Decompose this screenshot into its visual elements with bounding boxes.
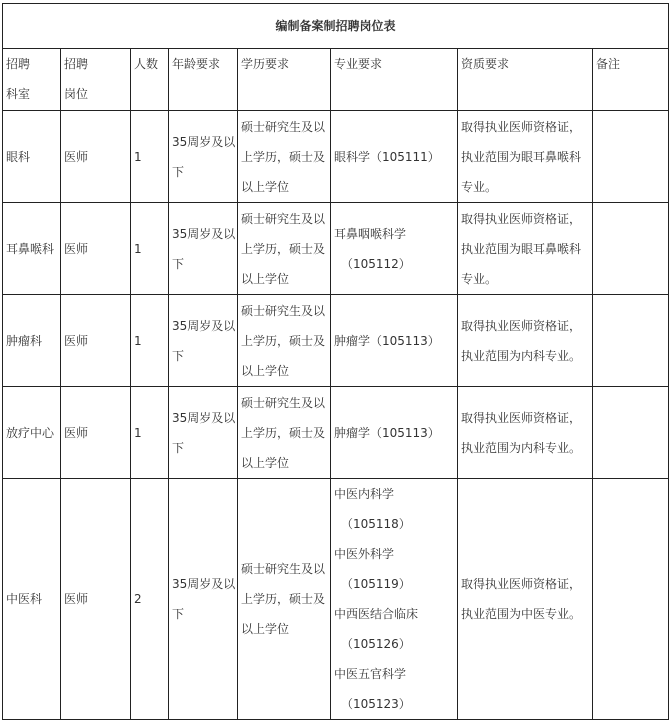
- header-major: 专业要求: [331, 49, 458, 111]
- cell-major-line: （105119）: [341, 577, 411, 591]
- cell-major-line: （105126）: [341, 637, 411, 651]
- cell-age: [169, 295, 238, 387]
- recruitment-table: [2, 3, 669, 720]
- cell-major-line: 中医五官科学: [334, 667, 407, 681]
- cell-major: [331, 111, 458, 203]
- cell-age-line: 35周岁及以: [172, 577, 236, 591]
- header-row: [3, 49, 669, 111]
- cell-major-line: （105112）: [341, 256, 411, 271]
- cell-position: 医师: [61, 111, 131, 203]
- cell-note: [593, 387, 669, 479]
- cell-count: 1: [131, 203, 169, 295]
- cell-education-line: 硕士研究生及以: [241, 395, 326, 410]
- cell-qualification-line: 专业。: [461, 179, 498, 194]
- cell-count: 1: [131, 111, 169, 203]
- header-note: 备注: [593, 49, 669, 111]
- cell-note: [593, 295, 669, 387]
- cell-qualification-line: 专业。: [461, 271, 498, 286]
- cell-qualification-line: 执业范围为内科专业。: [461, 348, 582, 363]
- cell-dept: 肿瘤科: [3, 295, 61, 387]
- cell-major-line: 眼科学（105111）: [334, 149, 440, 164]
- table-title: 编制备案制招聘岗位表: [3, 4, 669, 49]
- cell-qualification: [458, 479, 593, 720]
- cell-qualification-line: 取得执业医师资格证，: [461, 119, 582, 134]
- cell-position: 医师: [61, 479, 131, 720]
- cell-education: [238, 479, 331, 720]
- cell-education: [238, 111, 331, 203]
- cell-qualification-line: 执业范围为内科专业。: [461, 440, 582, 455]
- header-education: 学历要求: [238, 49, 331, 111]
- table-row: [3, 111, 669, 203]
- cell-education-line: 上学历，硕士及: [241, 149, 326, 164]
- cell-age: [169, 387, 238, 479]
- header-dept: 招聘 科室: [3, 49, 61, 111]
- cell-major-line: 中医内科学: [334, 487, 395, 501]
- cell-education-line: 以上学位: [241, 179, 290, 194]
- cell-qualification-line: 取得执业医师资格证，: [461, 577, 582, 591]
- header-count: 人数: [131, 49, 169, 111]
- table-row: [3, 479, 669, 720]
- cell-position: 医师: [61, 295, 131, 387]
- cell-qualification: [458, 295, 593, 387]
- cell-education: [238, 295, 331, 387]
- cell-dept: 中医科: [3, 479, 61, 720]
- cell-major: [331, 203, 458, 295]
- cell-education-line: 以上学位: [241, 455, 290, 470]
- cell-qualification-line: 执业范围为中医专业。: [461, 607, 582, 621]
- cell-position: 医师: [61, 203, 131, 295]
- cell-education-line: 硕士研究生及以: [241, 303, 326, 318]
- cell-qualification-line: 取得执业医师资格证，: [461, 211, 582, 226]
- cell-qualification-line: 取得执业医师资格证，: [461, 318, 582, 333]
- cell-note: [593, 203, 669, 295]
- cell-age-line: 下: [172, 607, 185, 621]
- cell-age: [169, 479, 238, 720]
- cell-qualification-line: 取得执业医师资格证，: [461, 410, 582, 425]
- cell-note: [593, 479, 669, 720]
- cell-age: [169, 111, 238, 203]
- table-row: [3, 203, 669, 295]
- table-row: [3, 295, 669, 387]
- cell-qualification-line: 执业范围为眼耳鼻喉科: [461, 149, 582, 164]
- cell-education-line: 以上学位: [241, 363, 290, 378]
- cell-education-line: 上学历，硕士及: [241, 592, 326, 606]
- cell-major-line: 肿瘤学（105113）: [334, 333, 440, 348]
- cell-qualification: [458, 203, 593, 295]
- cell-age-line: 35周岁及以: [172, 226, 236, 241]
- cell-major-line: 中西医结合临床: [334, 607, 419, 621]
- cell-age-line: 下: [172, 440, 185, 455]
- cell-education-line: 以上学位: [241, 271, 290, 286]
- header-position: 招聘 岗位: [61, 49, 131, 111]
- cell-qualification: [458, 111, 593, 203]
- cell-major-line: 耳鼻咽喉科学: [334, 226, 407, 241]
- cell-age-line: 下: [172, 256, 185, 271]
- cell-position: 医师: [61, 387, 131, 479]
- cell-major-line: 肿瘤学（105113）: [334, 425, 440, 440]
- cell-dept: 眼科: [3, 111, 61, 203]
- cell-education-line: 上学历，硕士及: [241, 333, 326, 348]
- cell-education-line: 硕士研究生及以: [241, 562, 326, 576]
- cell-education: [238, 387, 331, 479]
- cell-education-line: 硕士研究生及以: [241, 119, 326, 134]
- cell-note: [593, 111, 669, 203]
- cell-count: 1: [131, 295, 169, 387]
- cell-major-line: （105123）: [341, 697, 411, 711]
- cell-major: [331, 387, 458, 479]
- cell-qualification-line: 执业范围为眼耳鼻喉科: [461, 241, 582, 256]
- cell-education-line: 硕士研究生及以: [241, 211, 326, 226]
- cell-age-line: 35周岁及以: [172, 410, 236, 425]
- cell-dept: 耳鼻喉科: [3, 203, 61, 295]
- cell-education-line: 以上学位: [241, 622, 290, 636]
- cell-dept: 放疗中心: [3, 387, 61, 479]
- cell-count: 1: [131, 387, 169, 479]
- cell-education: [238, 203, 331, 295]
- cell-major: [331, 295, 458, 387]
- header-age: 年龄要求: [169, 49, 238, 111]
- cell-age-line: 下: [172, 348, 185, 363]
- header-qualification: 资质要求: [458, 49, 593, 111]
- cell-major-line: （105118）: [341, 517, 411, 531]
- cell-age: [169, 203, 238, 295]
- cell-age-line: 35周岁及以: [172, 318, 236, 333]
- cell-major-line: 中医外科学: [334, 547, 395, 561]
- cell-education-line: 上学历，硕士及: [241, 425, 326, 440]
- title-row: [3, 4, 669, 49]
- cell-count: 2: [131, 479, 169, 720]
- table-row: [3, 387, 669, 479]
- cell-qualification: [458, 387, 593, 479]
- cell-major: [331, 479, 458, 720]
- cell-age-line: 下: [172, 164, 185, 179]
- cell-education-line: 上学历，硕士及: [241, 241, 326, 256]
- cell-age-line: 35周岁及以: [172, 134, 236, 149]
